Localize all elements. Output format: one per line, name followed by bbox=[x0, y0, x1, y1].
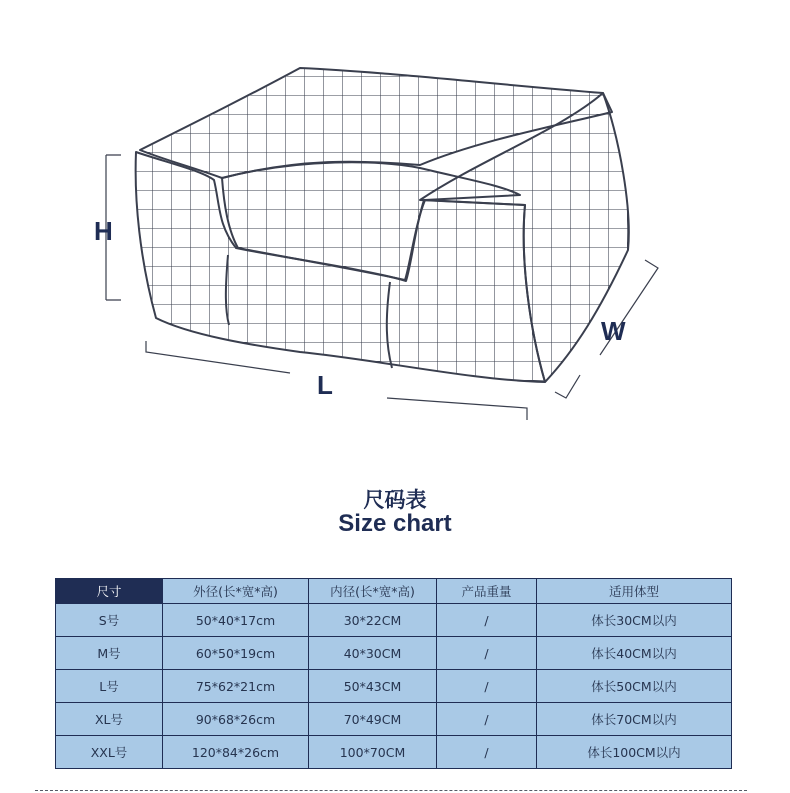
dashed-divider bbox=[35, 790, 747, 791]
table-header-row bbox=[56, 579, 732, 604]
cell-weight: / bbox=[437, 703, 537, 736]
cell-size: M号 bbox=[56, 637, 163, 670]
cell-outer: 50*40*17cm bbox=[163, 604, 309, 637]
height-label: H bbox=[94, 216, 113, 246]
cell-size: L号 bbox=[56, 670, 163, 703]
cell-body: 体长100CM以内 bbox=[537, 736, 732, 769]
table-row bbox=[56, 604, 732, 637]
cell-body: 体长30CM以内 bbox=[537, 604, 732, 637]
cell-outer: 90*68*26cm bbox=[163, 703, 309, 736]
header-inner-dimensions: 内径(长*宽*高) bbox=[309, 579, 437, 604]
cell-inner: 50*43CM bbox=[309, 670, 437, 703]
size-table bbox=[55, 578, 732, 769]
cell-inner: 70*49CM bbox=[309, 703, 437, 736]
cell-weight: / bbox=[437, 736, 537, 769]
table-row bbox=[56, 703, 732, 736]
cell-outer: 60*50*19cm bbox=[163, 637, 309, 670]
cell-outer: 75*62*21cm bbox=[163, 670, 309, 703]
cell-size: XXL号 bbox=[56, 736, 163, 769]
cell-body: 体长40CM以内 bbox=[537, 637, 732, 670]
cell-inner: 100*70CM bbox=[309, 736, 437, 769]
size-chart-title-cn: 尺码表 bbox=[363, 488, 427, 512]
cell-body: 体长70CM以内 bbox=[537, 703, 732, 736]
size-chart-title-en: Size chart bbox=[338, 510, 452, 537]
table-row bbox=[56, 637, 732, 670]
table-row bbox=[56, 670, 732, 703]
width-label: W bbox=[601, 316, 626, 346]
header-suitable-body: 适用体型 bbox=[537, 579, 732, 604]
table-row bbox=[56, 736, 732, 769]
cell-size: S号 bbox=[56, 604, 163, 637]
cell-weight: / bbox=[437, 670, 537, 703]
header-weight: 产品重量 bbox=[437, 579, 537, 604]
header-outer-dimensions: 外径(长*宽*高) bbox=[163, 579, 309, 604]
cell-body: 体长50CM以内 bbox=[537, 670, 732, 703]
cell-inner: 30*22CM bbox=[309, 604, 437, 637]
header-size: 尺寸 bbox=[56, 579, 163, 604]
cell-outer: 120*84*26cm bbox=[163, 736, 309, 769]
cell-inner: 40*30CM bbox=[309, 637, 437, 670]
length-label: L bbox=[317, 370, 333, 400]
cell-weight: / bbox=[437, 637, 537, 670]
cell-size: XL号 bbox=[56, 703, 163, 736]
cell-weight: / bbox=[437, 604, 537, 637]
